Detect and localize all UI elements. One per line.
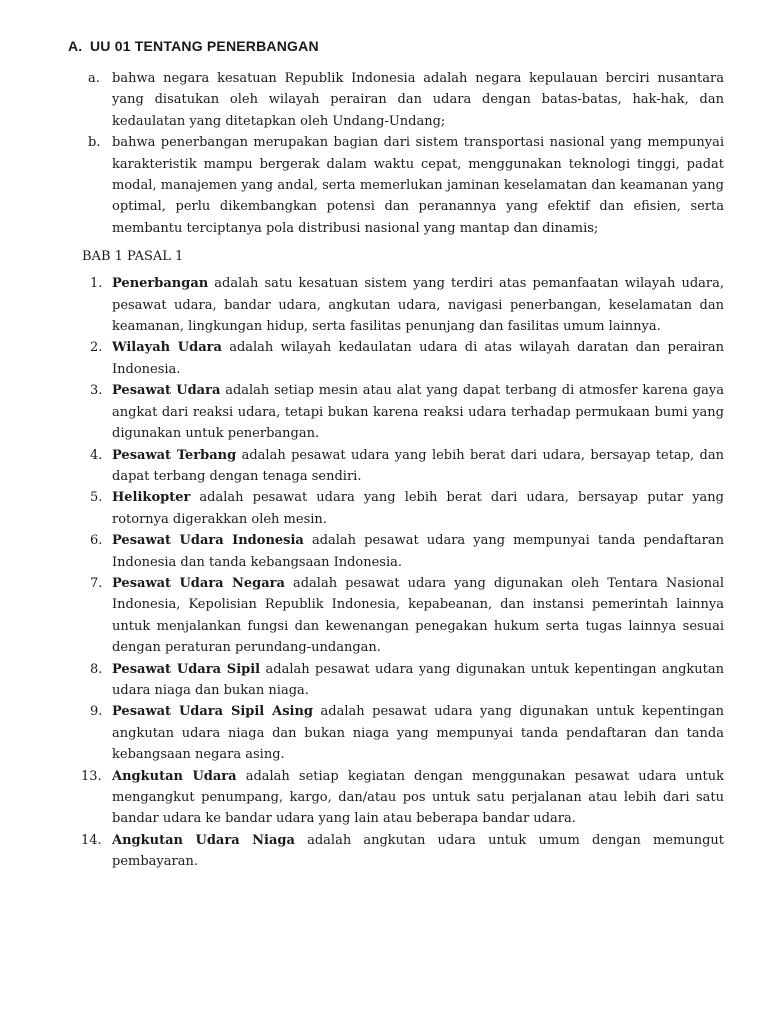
definition-text: adalah pesawat udara yang lebih berat dari udara, bersayap putar yang rotornya digerakkan oleh mesin. — [112, 490, 724, 527]
definition-text: adalah setiap kegiatan dengan menggunakan pesawat udara untuk mengangkut penumpang, kargo, dan/atau pos untuk satu perjalanan atau lebih dari satu bandar udara ke bandar udara yang lain atau beberapa bandar udara. — [112, 768, 724, 827]
item-marker: 1. — [90, 276, 103, 292]
definition-term: Penerbangan — [112, 276, 209, 292]
item-marker: a. — [88, 71, 100, 86]
definition-item — [68, 487, 724, 530]
definitions-list — [68, 273, 724, 872]
definition-term: Pesawat Terbang — [112, 447, 237, 463]
definition-text: adalah pesawat udara yang mempunyai tanda pendaftaran Indonesia dan tanda kebangsaan Indonesia. — [112, 533, 725, 570]
item-marker: 6. — [90, 533, 103, 549]
definition-term: Pesawat Udara Sipil Asing — [112, 704, 314, 720]
definition-item — [68, 830, 724, 873]
item-marker: 13. — [81, 768, 102, 784]
definition-item — [68, 659, 724, 702]
item-marker: b. — [88, 135, 101, 151]
definition-text: adalah setiap mesin atau alat yang dapat terbang di atmosfer karena gaya angkat dari reaksi udara, tetapi bukan karena reaksi udara terhadap permukaan bumi yang digunakan untuk penerbangan. — [112, 383, 725, 442]
definition-text: adalah angkutan udara untuk umum dengan memungut pembayaran. — [112, 832, 724, 870]
consideration-item — [68, 68, 724, 132]
item-marker: 2. — [90, 340, 103, 356]
definition-term: Wilayah Udara — [112, 340, 222, 356]
definition-item — [68, 445, 724, 488]
item-marker: 4. — [90, 447, 103, 463]
definition-term: Pesawat Udara — [112, 383, 221, 399]
item-marker: 7. — [90, 575, 103, 591]
definition-item — [68, 273, 724, 337]
item-marker: 9. — [90, 704, 103, 720]
definition-text: adalah pesawat udara yang digunakan untuk kepentingan angkutan udara niaga dan bukan niaga yang mempunyai tanda pendaftaran dan tanda kebangsaan negara asing. — [112, 704, 724, 763]
definition-text: adalah pesawat udara yang lebih berat dari udara, bersayap tetap, dan dapat terbang dengan tenaga sendiri. — [112, 447, 724, 484]
document-heading — [68, 38, 724, 54]
definition-term: Angkutan Udara — [112, 768, 237, 784]
item-marker: 3. — [90, 383, 103, 399]
definition-item — [68, 701, 724, 765]
definition-term: Angkutan Udara Niaga — [112, 832, 295, 848]
definition-term: Pesawat Udara Sipil — [112, 661, 261, 677]
consideration-item — [68, 132, 724, 239]
definition-text: adalah pesawat udara yang digunakan untuk kepentingan angkutan udara niaga dan bukan niaga. — [112, 661, 725, 698]
definition-item — [68, 380, 724, 444]
definition-item — [68, 337, 724, 380]
definition-text: adalah wilayah kedaulatan udara di atas wilayah daratan dan perairan Indonesia. — [112, 340, 725, 377]
definition-term: Helikopter — [112, 490, 191, 506]
heading-marker: A. — [68, 38, 83, 54]
considerations-list — [68, 68, 724, 239]
definition-term: Pesawat Udara Negara — [112, 575, 285, 591]
definition-item — [68, 530, 724, 573]
item-marker: 8. — [90, 661, 103, 677]
item-text: bahwa penerbangan merupakan bagian dari sistem transportasi nasional yang mempunyai karakteristik mampu bergerak dalam waktu cepat, menggunakan teknologi tinggi, padat modal, manajemen yang andal, serta memerlukan jaminan keselamatan dan keamanan yang optimal, perlu dikembangkan potensi dan peranannya yang efektif dan efisien, serta membantu terciptanya pola distribusi nasional yang mantap dan dinamis; — [112, 135, 724, 236]
section-label: BAB 1 PASAL 1 — [82, 249, 184, 265]
heading-title: UU 01 TENTANG PENERBANGAN — [90, 38, 319, 54]
definition-term: Pesawat Udara Indonesia — [112, 533, 304, 549]
item-text: bahwa negara kesatuan Republik Indonesia adalah negara kepulauan berciri nusantara yang disatukan oleh wilayah perairan dan udara dengan batas-batas, hak-hak, dan kedaulatan yang ditetapkan oleh Undang-Undang; — [112, 71, 724, 129]
item-marker: 5. — [90, 490, 103, 506]
definition-item — [68, 573, 724, 659]
definition-item — [68, 766, 724, 830]
definition-text: adalah pesawat udara yang digunakan oleh Tentara Nasional Indonesia, Kepolisian Republik Indonesia, kepabeanan, dan instansi pemerintah lainnya untuk menjalankan fungsi dan kewenangan penegakan hukum serta tugas lainnya sesuai dengan peraturan perundang-undangan. — [112, 575, 724, 656]
definition-text: adalah satu kesatuan sistem yang terdiri atas pemanfaatan wilayah udara, pesawat udara, bandar udara, angkutan udara, navigasi penerbangan, keselamatan dan keamanan, lingkungan hidup, serta fasilitas penunjang dan fasilitas umum lainnya. — [112, 276, 724, 335]
item-marker: 14. — [81, 832, 102, 848]
